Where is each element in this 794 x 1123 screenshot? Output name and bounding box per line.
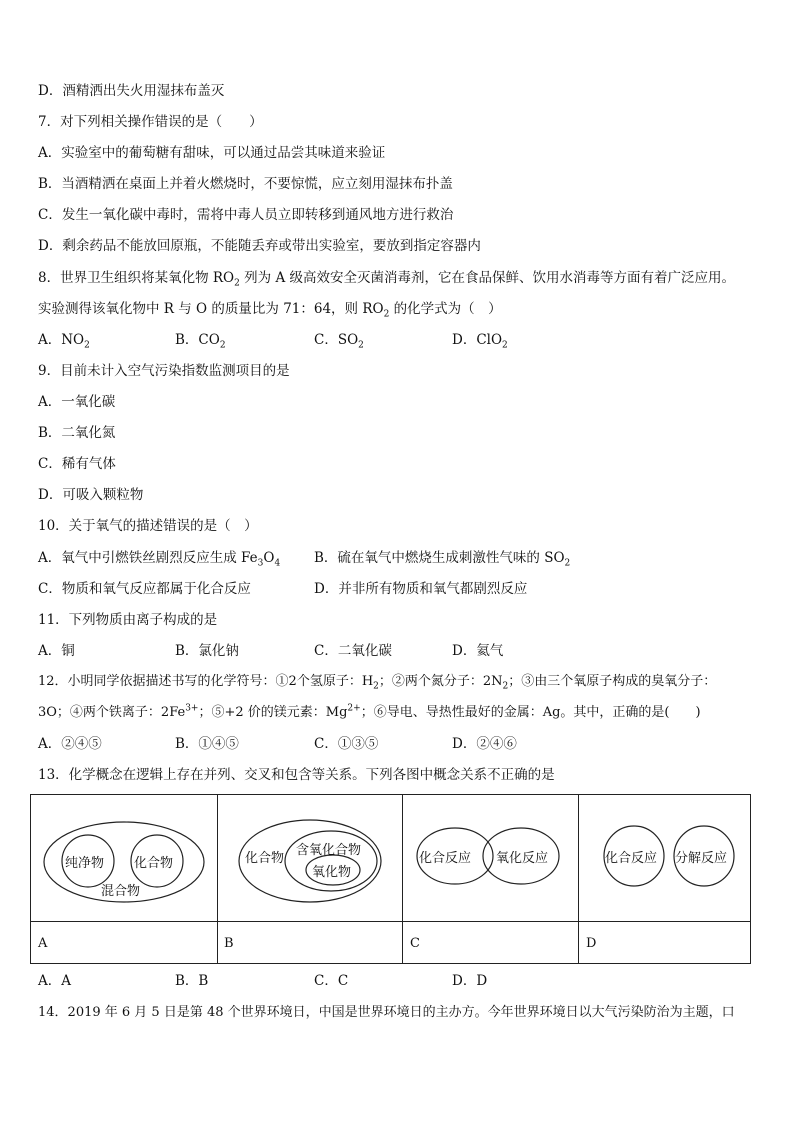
q8-stem-line1: 8．世界卫生组织将某氧化物 $RO_2$ 列为 A 级高效安全灭菌消毒剂，它在食品保鲜、饮用水消毒等方面有着广泛应用。 bbox=[38, 270, 735, 289]
diagram-d-right-label: 分解反应 bbox=[675, 851, 728, 866]
q7-option-d: D．剩余药品不能放回原瓶，不能随丢弃或带出实验室，要放到指定容器内 bbox=[38, 238, 481, 254]
q13-option-b: B．B bbox=[175, 973, 209, 989]
diagram-a-inner1-label: 纯净物 bbox=[65, 856, 105, 871]
q12-stem-line1: 12．小明同学依据描述书写的化学符号：①2个氢原子：$H_2$；②两个氮分子：$2N_2$；③由三个氧原子构成的臭氧分子： bbox=[38, 674, 717, 692]
q12-stem-line2: 3O；④两个铁离子：$2Fe^{3+}$；⑤+2 价的镁元素：$Mg^{2+}$；⑥导电、导热性最好的金属：Ag。其中，正确的是( ) bbox=[38, 703, 701, 720]
q14-stem: 14．2019 年 6 月 5 日是第 48 个世界环境日，中国是世界环境日的主办方。今年世界环境日以大气污染防治为主题，口 bbox=[38, 1005, 735, 1020]
q11-option-d: D．氦气 bbox=[452, 643, 504, 659]
q10-option-a: A．氧气中引燃铁丝剧烈反应生成 $Fe_3O_4$ bbox=[38, 550, 281, 569]
diagram-b-inner-label: 氧化物 bbox=[312, 865, 352, 880]
diagram-c-right-label: 氧化反应 bbox=[496, 851, 549, 866]
q7-option-c: C．发生一氧化碳中毒时，需将中毒人员立即转移到通风地方进行救治 bbox=[38, 207, 454, 223]
q8-option-c: C．$SO_2$ bbox=[314, 332, 364, 351]
q11-stem: 11．下列物质由离子构成的是 bbox=[38, 612, 218, 628]
q13-stem: 13．化学概念在逻辑上存在并列、交叉和包含等关系。下列各图中概念关系不正确的是 bbox=[38, 767, 555, 783]
diagram-d-left-label: 化合反应 bbox=[605, 851, 658, 866]
q6-option-d: D．酒精洒出失火用湿抹布盖灭 bbox=[38, 83, 225, 99]
diagram-d-letter: D bbox=[586, 936, 597, 951]
diagram-c bbox=[402, 795, 578, 921]
diagram-a-outer-label: 混合物 bbox=[101, 884, 141, 899]
q10-option-b: B．硫在氧气中燃烧生成刺激性气味的 $SO_2$ bbox=[314, 550, 571, 569]
diagram-a bbox=[31, 795, 217, 921]
q12-option-d: D．②④⑥ bbox=[452, 736, 517, 752]
q9-option-d: D．可吸入颗粒物 bbox=[38, 487, 144, 503]
diagram-a-letter: A bbox=[38, 936, 48, 951]
diagram-b-middle-label: 含氧化合物 bbox=[296, 843, 362, 858]
q7-option-a: A．实验室中的葡萄糖有甜味，可以通过品尝其味道来验证 bbox=[38, 145, 386, 161]
q8-stem-line2: 实验测得该氧化物中 R 与 O 的质量比为 71：64，则 $RO_2$ 的化学式为（ ） bbox=[38, 301, 502, 320]
q11-option-c: C．二氧化碳 bbox=[314, 643, 392, 659]
q7-stem: 7．对下列相关操作错误的是（ ） bbox=[38, 114, 263, 130]
q13-diagram-table bbox=[30, 794, 751, 964]
diagram-b-outer-label: 化合物 bbox=[245, 851, 285, 866]
q12-option-b: B．①④⑤ bbox=[175, 736, 239, 752]
diagram-d bbox=[578, 795, 750, 921]
q13-option-d: D．D bbox=[452, 973, 488, 989]
q13-option-a: A．A bbox=[38, 973, 71, 989]
q12-option-a: A．②④⑤ bbox=[38, 736, 102, 752]
q10-option-c: C．物质和氧气反应都属于化合反应 bbox=[38, 581, 251, 597]
q9-option-b: B．二氧化氮 bbox=[38, 425, 116, 441]
q11-option-b: B．氯化钠 bbox=[175, 643, 239, 659]
q8-option-a: A．$NO_2$ bbox=[38, 332, 90, 351]
q11-option-a: A．铜 bbox=[38, 643, 75, 659]
diagram-a-inner2-label: 化合物 bbox=[134, 856, 174, 871]
q9-option-c: C．稀有气体 bbox=[38, 456, 116, 472]
q8-option-b: B．$CO_2$ bbox=[175, 332, 226, 351]
diagram-b-letter: B bbox=[224, 936, 234, 951]
diagram-c-left-label: 化合反应 bbox=[419, 851, 472, 866]
diagram-b bbox=[217, 795, 402, 921]
q8-option-d: D．ClO$_2$ bbox=[452, 332, 508, 351]
q7-option-b: B．当酒精洒在桌面上并着火燃烧时，不要惊慌，应立刻用湿抹布扑盖 bbox=[38, 176, 453, 192]
q10-option-d: D．并非所有物质和氧气都剧烈反应 bbox=[314, 581, 528, 597]
q10-stem: 10．关于氧气的描述错误的是（ ） bbox=[38, 518, 258, 534]
q13-option-c: C．C bbox=[314, 973, 349, 989]
diagram-c-letter: C bbox=[410, 936, 420, 951]
q9-stem: 9．目前未计入空气污染指数监测项目的是 bbox=[38, 363, 290, 379]
q12-option-c: C．①③⑤ bbox=[314, 736, 379, 752]
q9-option-a: A．一氧化碳 bbox=[38, 394, 116, 410]
